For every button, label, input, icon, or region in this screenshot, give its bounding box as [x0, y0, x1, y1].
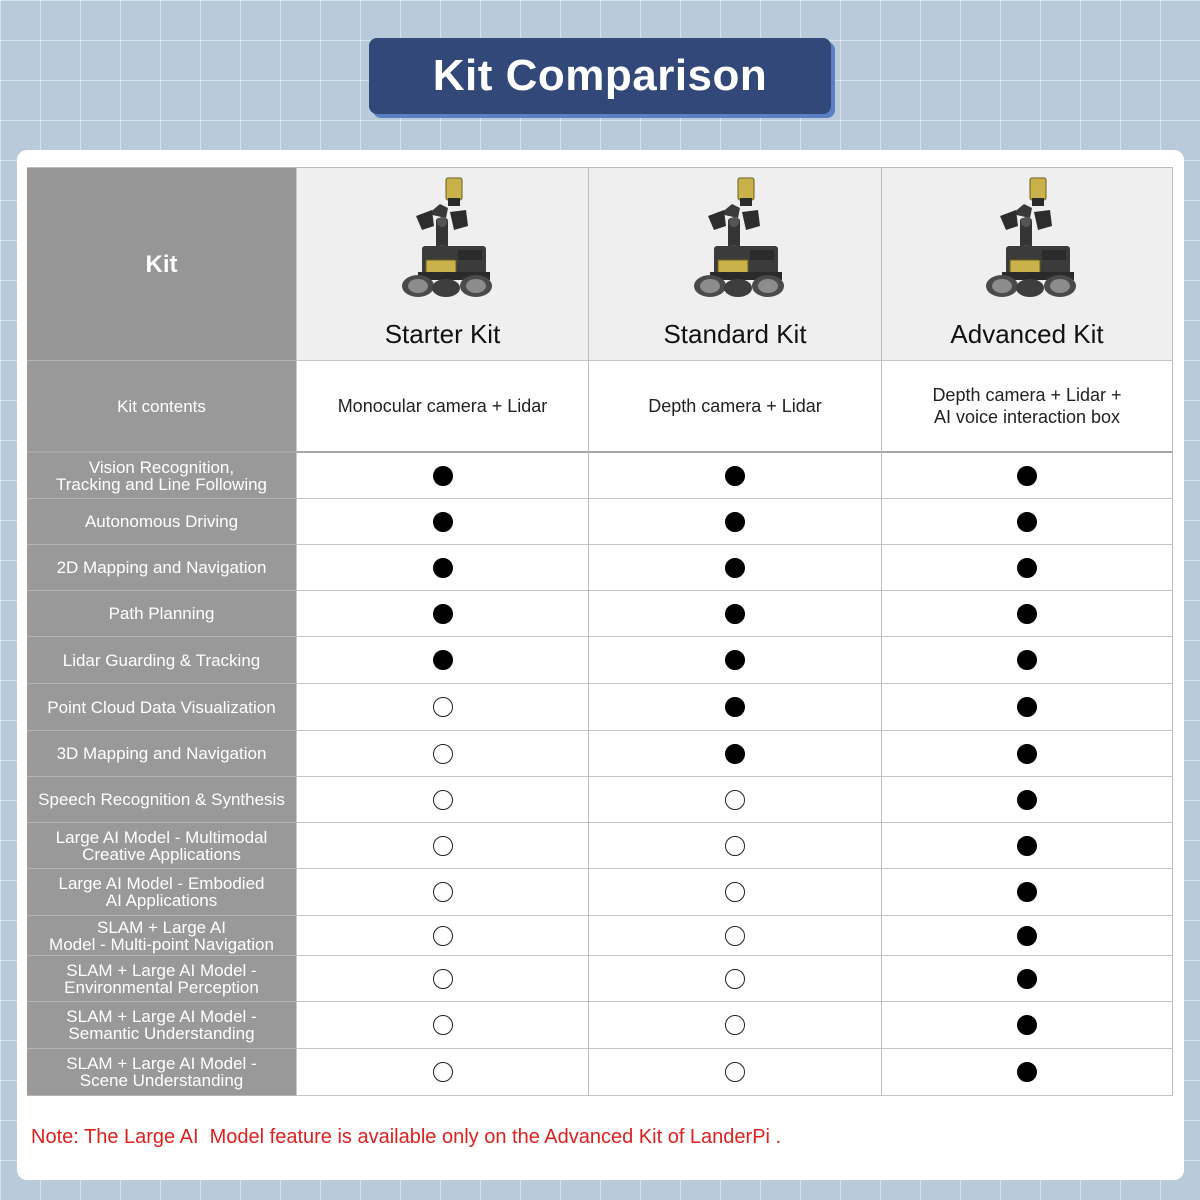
feature-cell-standard [589, 823, 882, 869]
feature-cell-standard [589, 777, 882, 823]
feature-cell-starter [297, 869, 589, 916]
filled-circle-icon [1017, 650, 1037, 670]
filled-circle-icon [1017, 1015, 1037, 1035]
filled-circle-icon [1017, 512, 1037, 532]
feature-row-label: SLAM + Large AI Model - Multi-point Navigation [27, 916, 297, 956]
empty-circle-icon [725, 926, 745, 946]
feature-cell-standard [589, 916, 882, 956]
filled-circle-icon [433, 650, 453, 670]
robot-arm-car-icon [388, 174, 498, 309]
feature-cell-standard [589, 499, 882, 545]
feature-cell-starter [297, 453, 589, 499]
feature-cell-standard [589, 956, 882, 1002]
feature-cell-standard [589, 869, 882, 916]
empty-circle-icon [433, 697, 453, 717]
feature-cell-advanced [882, 591, 1173, 637]
empty-circle-icon [725, 1062, 745, 1082]
feature-cell-standard [589, 637, 882, 684]
feature-cell-standard [589, 453, 882, 499]
feature-row-label: SLAM + Large AI Model - Semantic Understanding [27, 1002, 297, 1049]
filled-circle-icon [1017, 882, 1037, 902]
filled-circle-icon [433, 466, 453, 486]
feature-cell-advanced [882, 916, 1173, 956]
kit-header-standard [589, 168, 882, 361]
filled-circle-icon [725, 512, 745, 532]
empty-circle-icon [725, 969, 745, 989]
filled-circle-icon [1017, 836, 1037, 856]
empty-circle-icon [725, 1015, 745, 1035]
feature-cell-starter [297, 956, 589, 1002]
robot-arm-car-icon [972, 174, 1082, 309]
feature-row-label: Lidar Guarding & Tracking [27, 637, 297, 684]
feature-cell-standard [589, 731, 882, 777]
feature-row-label: Path Planning [27, 591, 297, 637]
feature-cell-standard [589, 1049, 882, 1096]
empty-circle-icon [433, 790, 453, 810]
comparison-table [27, 167, 1173, 1096]
feature-cell-standard [589, 545, 882, 591]
filled-circle-icon [433, 512, 453, 532]
feature-cell-advanced [882, 869, 1173, 916]
feature-cell-starter [297, 591, 589, 637]
filled-circle-icon [1017, 466, 1037, 486]
empty-circle-icon [725, 882, 745, 902]
filled-circle-icon [725, 558, 745, 578]
feature-row-label: Autonomous Driving [27, 499, 297, 545]
feature-row-label: SLAM + Large AI Model - Scene Understanding [27, 1049, 297, 1096]
feature-cell-starter [297, 823, 589, 869]
feature-cell-advanced [882, 637, 1173, 684]
filled-circle-icon [725, 650, 745, 670]
kit-header-advanced [882, 168, 1173, 361]
filled-circle-icon [725, 466, 745, 486]
feature-cell-advanced [882, 823, 1173, 869]
feature-row-label: Large AI Model - Embodied AI Applications [27, 869, 297, 916]
filled-circle-icon [1017, 744, 1037, 764]
feature-cell-advanced [882, 684, 1173, 731]
filled-circle-icon [725, 697, 745, 717]
feature-row-label: Point Cloud Data Visualization [27, 684, 297, 731]
page-title: Kit Comparison [369, 38, 831, 114]
row-label-kit-contents: Kit contents [27, 361, 297, 453]
kit-contents-standard: Depth camera + Lidar [589, 361, 882, 453]
kit-name-starter: Starter Kit [384, 319, 501, 349]
feature-cell-advanced [882, 731, 1173, 777]
feature-cell-advanced [882, 499, 1173, 545]
empty-circle-icon [433, 882, 453, 902]
feature-row-label: Speech Recognition & Synthesis [27, 777, 297, 823]
feature-cell-advanced [882, 1049, 1173, 1096]
feature-cell-starter [297, 1049, 589, 1096]
feature-cell-advanced [882, 777, 1173, 823]
feature-cell-starter [297, 777, 589, 823]
feature-cell-advanced [882, 956, 1173, 1002]
empty-circle-icon [433, 969, 453, 989]
feature-row-label: Large AI Model - Multimodal Creative Applications [27, 823, 297, 869]
filled-circle-icon [725, 604, 745, 624]
filled-circle-icon [1017, 1062, 1037, 1082]
filled-circle-icon [1017, 926, 1037, 946]
feature-cell-starter [297, 1002, 589, 1049]
feature-cell-starter [297, 545, 589, 591]
empty-circle-icon [433, 1015, 453, 1035]
feature-row-label: Vision Recognition, Tracking and Line Following [27, 453, 297, 499]
feature-cell-advanced [882, 453, 1173, 499]
empty-circle-icon [433, 744, 453, 764]
feature-cell-starter [297, 499, 589, 545]
filled-circle-icon [1017, 969, 1037, 989]
filled-circle-icon [1017, 790, 1037, 810]
feature-row-label: SLAM + Large AI Model - Environmental Perception [27, 956, 297, 1002]
kit-header-label: Kit [27, 168, 297, 361]
empty-circle-icon [433, 1062, 453, 1082]
feature-cell-starter [297, 916, 589, 956]
feature-cell-standard [589, 684, 882, 731]
filled-circle-icon [1017, 697, 1037, 717]
footnote: Note: The Large AI Model feature is available only on the Advanced Kit of LanderPi . [31, 1126, 782, 1148]
kit-name-standard: Standard Kit [663, 319, 807, 349]
filled-circle-icon [1017, 604, 1037, 624]
feature-cell-advanced [882, 1002, 1173, 1049]
feature-row-label: 2D Mapping and Navigation [27, 545, 297, 591]
empty-circle-icon [433, 836, 453, 856]
feature-cell-standard [589, 1002, 882, 1049]
empty-circle-icon [433, 926, 453, 946]
robot-arm-car-icon [680, 174, 790, 309]
kit-header-starter [297, 168, 589, 361]
feature-cell-advanced [882, 545, 1173, 591]
filled-circle-icon [1017, 558, 1037, 578]
feature-cell-starter [297, 684, 589, 731]
empty-circle-icon [725, 836, 745, 856]
kit-name-advanced: Advanced Kit [950, 319, 1104, 349]
feature-row-label: 3D Mapping and Navigation [27, 731, 297, 777]
feature-cell-starter [297, 637, 589, 684]
empty-circle-icon [725, 790, 745, 810]
filled-circle-icon [433, 558, 453, 578]
kit-contents-advanced: Depth camera + Lidar + AI voice interaction box [882, 361, 1173, 453]
feature-cell-starter [297, 731, 589, 777]
feature-cell-standard [589, 591, 882, 637]
filled-circle-icon [725, 744, 745, 764]
filled-circle-icon [433, 604, 453, 624]
kit-contents-starter: Monocular camera + Lidar [297, 361, 589, 453]
